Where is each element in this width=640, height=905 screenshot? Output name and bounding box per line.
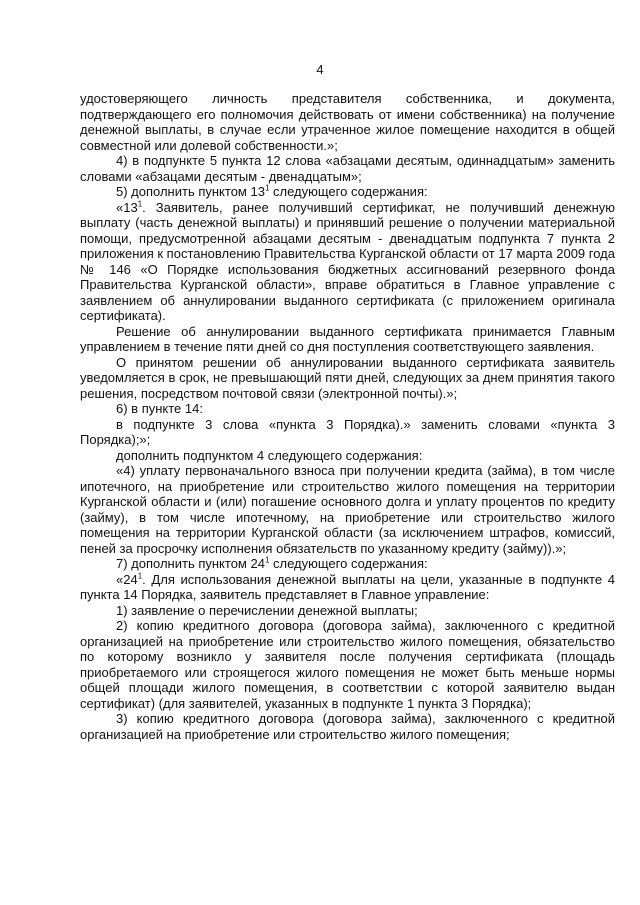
paragraph bbox=[80, 153, 615, 184]
paragraph bbox=[80, 324, 615, 355]
paragraph bbox=[80, 184, 615, 200]
paragraph-text: 2) копию кредитного договора (договора займа), заключенного с кредитной организацией на приобретение или строительство жилого помещения, обязательство по которому возникло у заявителя после получения сертификата (площадь приобретаемого или строящегося жилого помещения не может быть меньше нормы общей площади жилого помещения, в соответствии с которой заявителю выдан сертификат) (для заявителей, указанных в подпункте 1 пункта 3 Порядка); bbox=[80, 618, 615, 711]
superscript: 1 bbox=[264, 555, 270, 565]
paragraph-text: в подпункте 3 слова «пункта 3 Порядка).» заменить словами «пункта 3 Порядка);»; bbox=[80, 416, 615, 447]
paragraph-text: Решение об аннулировании выданного сертификата принимается Главным управлением в течение пяти дней со дня поступления соответствующего заявления. bbox=[80, 323, 615, 354]
paragraph-text: «24 bbox=[116, 571, 138, 587]
paragraph-text: 1) заявление о перечислении денежной выплаты; bbox=[116, 602, 418, 618]
paragraph-text: 7) дополнить пунктом 24 bbox=[116, 556, 265, 571]
paragraph bbox=[80, 603, 615, 619]
paragraph-text: дополнить подпунктом 4 следующего содержания: bbox=[116, 447, 423, 463]
paragraph bbox=[80, 91, 615, 153]
paragraph bbox=[80, 401, 615, 417]
paragraph-text: следующего содержания: bbox=[269, 556, 428, 571]
paragraph bbox=[80, 417, 615, 448]
paragraph-text: следующего содержания: bbox=[269, 184, 428, 199]
paragraph-text: «4) уплату первоначального взноса при получении кредита (займа), в том числе ипотечного, на приобретение или строительство жилого помещения на территории Курганской области и (или) погашение основного долга и уплату процентов по кредиту (займу), в том числе ипотечному, на приобретение или строительство жилого помещения на территории Курганской области (за исключением штрафов, комиссий, пеней за просрочку исполнения обязательств по указанному кредиту (займу)).»; bbox=[80, 463, 615, 556]
paragraph bbox=[80, 572, 615, 603]
paragraph-text: «13 bbox=[116, 199, 138, 215]
paragraph-text: 3) копию кредитного договора (договора займа), заключенного с кредитной организацией на приобретение или строительство жилого помещения; bbox=[80, 711, 615, 742]
paragraph bbox=[80, 463, 615, 556]
paragraph bbox=[80, 448, 615, 464]
paragraph-text: 5) дополнить пунктом 13 bbox=[116, 184, 265, 199]
page-number: 4 bbox=[316, 62, 324, 77]
paragraph-text: . Для использования денежной выплаты на цели, указанные в подпункте 4 пункта 14 Порядка, заявитель представляет в Главное управление: bbox=[80, 571, 615, 602]
document-body bbox=[80, 91, 615, 742]
paragraph-text: 4) в подпункте 5 пункта 12 слова «абзацами десятым, одиннадцатым» заменить словами «абзацами десятым - двенадцатым»; bbox=[80, 153, 615, 184]
superscript: 1 bbox=[264, 183, 270, 193]
superscript: 1 bbox=[137, 571, 143, 581]
paragraph-text: О принятом решении об аннулировании выданного сертификата заявитель уведомляется в срок, не превышающий пяти дней, следующих за днем принятия такого решения, посредством почтовой связи (электронной почты).»; bbox=[80, 354, 615, 401]
paragraph bbox=[80, 556, 615, 572]
paragraph bbox=[80, 200, 615, 324]
paragraph-text: . Заявитель, ранее получивший сертификат, не получивший денежную выплату (часть денежной выплаты) и принявший решение о получении материальной помощи, предусмотренной абзацами десятым - двенадцатым подпункта 7 пункта 2 приложения к постановлению Правительства Курганской области от 17 марта 2009 года № 146 «О Порядке использования бюджетных ассигнований резервного фонда Правительства Курганской области», вправе обратиться в Главное управление с заявлением об аннулировании выданного сертификата (с приложением оригинала сертификата). bbox=[80, 199, 615, 323]
superscript: 1 bbox=[137, 199, 143, 209]
paragraph bbox=[80, 618, 615, 711]
paragraph-text: 6) в пункте 14: bbox=[116, 401, 203, 416]
paragraph bbox=[80, 355, 615, 402]
paragraph bbox=[80, 711, 615, 742]
paragraph-text: удостоверяющего личность представителя собственника, и документа, подтверждающего его полномочия действовать от имени собственника) на получение денежной выплаты, в случае если утраченное жилое помещение находится в общей совместной или долевой собственности.»; bbox=[80, 91, 615, 153]
